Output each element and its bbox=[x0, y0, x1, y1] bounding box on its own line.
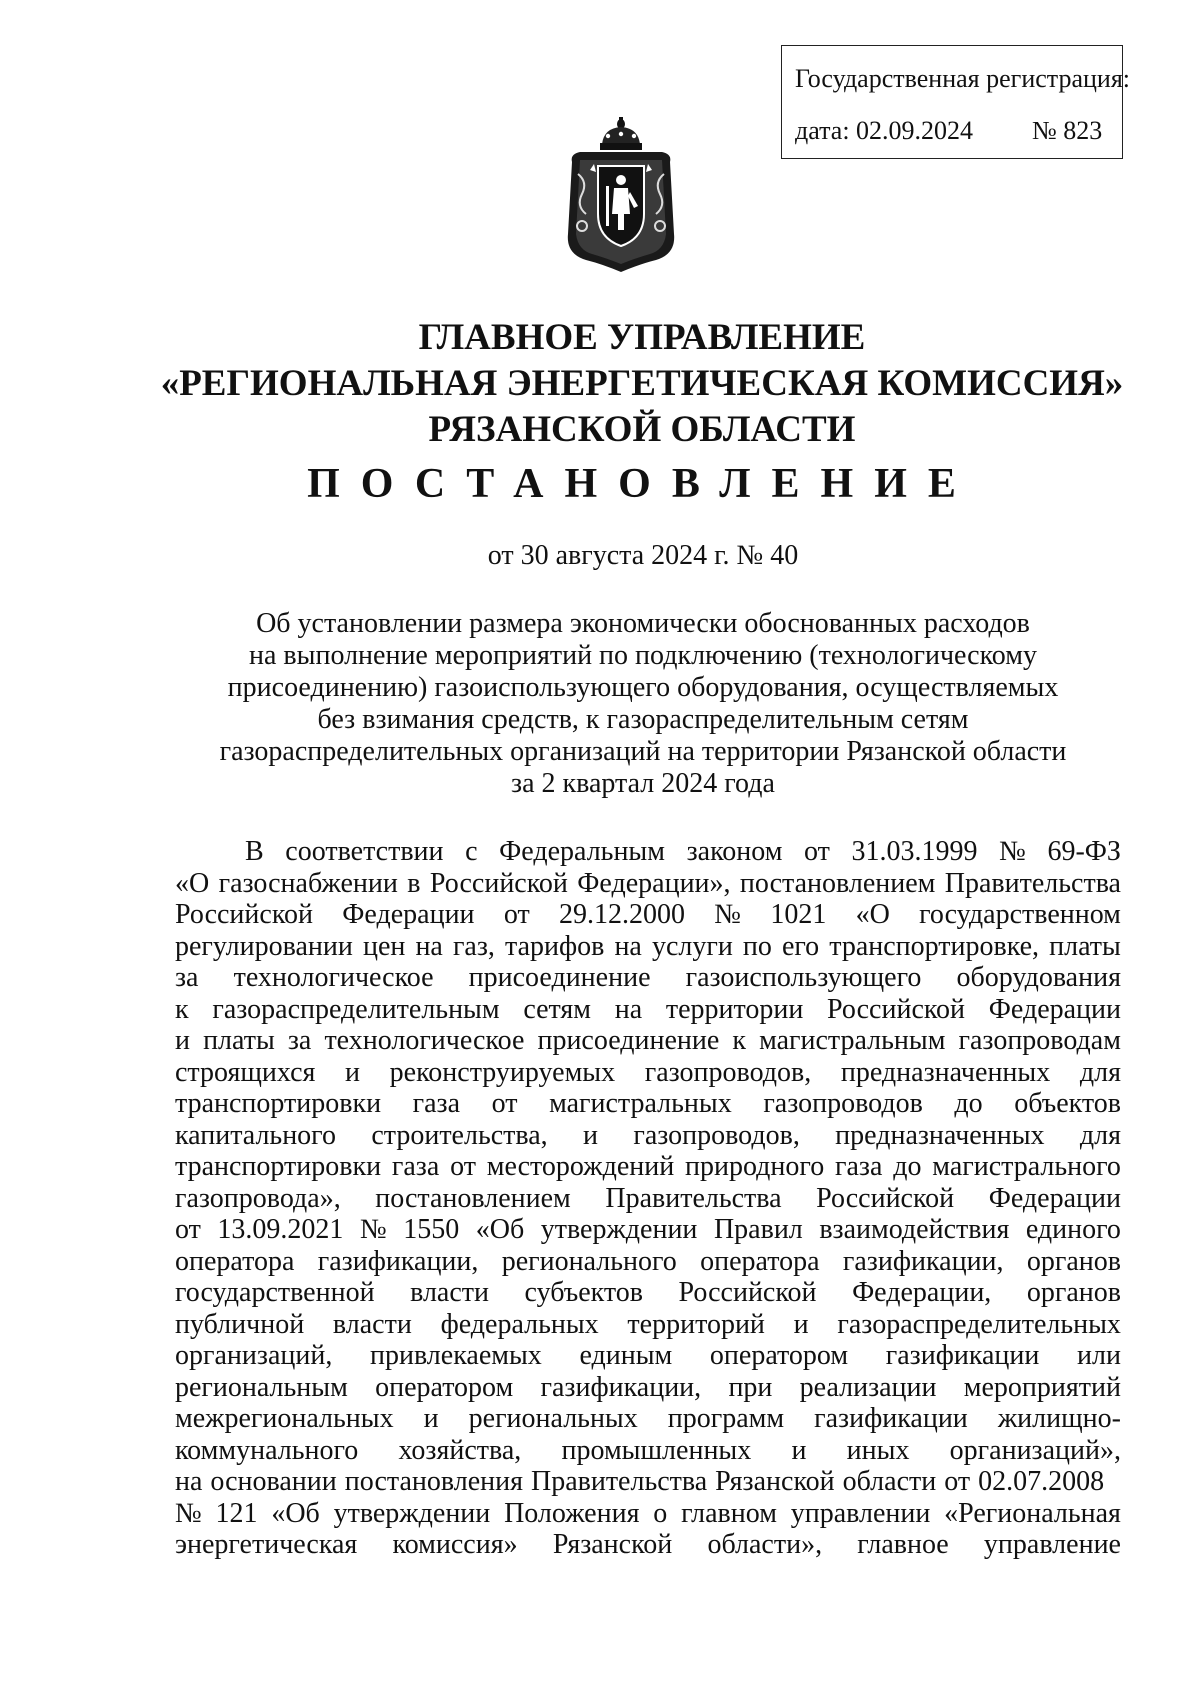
subject-line: Об установлении размера экономически обоснованных расходов bbox=[256, 608, 1030, 639]
org-name-line-1: ГЛАВНОЕ УПРАВЛЕНИЕ bbox=[418, 317, 866, 358]
subject-line: газораспределительных организаций на территории Рязанской области bbox=[219, 736, 1067, 767]
document-type-title: ПОСТАНОВЛЕНИЕ bbox=[307, 461, 977, 507]
body-line: от 13.09.2021 № 1550 «Об утверждении Правил взаимодействия единого bbox=[175, 1214, 1121, 1245]
document-date-number: от 30 августа 2024 г. № 40 bbox=[487, 540, 799, 571]
subject-line: на выполнение мероприятий по подключению (технологическому bbox=[249, 640, 1037, 671]
body-line: коммунального хозяйства, промышленных и иных организаций», bbox=[175, 1434, 1121, 1466]
body-line: на основании постановления Правительства Рязанской области от 02.07.2008 bbox=[175, 1466, 1105, 1497]
subject-line: без взимания средств, к газораспределительным сетям bbox=[317, 704, 969, 735]
body-paragraph bbox=[175, 836, 1121, 1561]
registration-title: Государственная регистрация: bbox=[795, 64, 1131, 93]
body-line: газопровода», постановлением Правительства Российской Федерации bbox=[175, 1182, 1121, 1214]
body-line: регулировании цен на газ, тарифов на услуги по его транспортировке, платы bbox=[175, 930, 1121, 962]
org-name-line-3: РЯЗАНСКОЙ ОБЛАСТИ bbox=[428, 409, 856, 450]
registration-number: № 823 bbox=[1032, 116, 1103, 145]
body-line: транспортировки газа от месторождений природного газа до магистрального bbox=[175, 1151, 1121, 1182]
org-name-line-2: «РЕГИОНАЛЬНАЯ ЭНЕРГЕТИЧЕСКАЯ КОМИССИЯ» bbox=[160, 363, 1124, 404]
body-line: к газораспределительным сетям на территории Российской Федерации bbox=[175, 993, 1121, 1025]
body-line: «О газоснабжении в Российской Федерации», постановлением Правительства bbox=[175, 867, 1121, 899]
registration-date: дата: 02.09.2024 bbox=[795, 116, 974, 145]
body-line: строящихся и реконструируемых газопроводов, предназначенных для bbox=[175, 1056, 1121, 1088]
body-line: за технологическое присоединение газоиспользующего оборудования bbox=[175, 962, 1121, 993]
body-line: капитального строительства, и газопроводов, предназначенных для bbox=[175, 1119, 1121, 1151]
document-subject bbox=[43, 608, 1200, 800]
body-line: Российской Федерации от 29.12.2000 № 1021 «О государственном bbox=[175, 899, 1121, 930]
body-line: энергетическая комиссия» Рязанской области», главное управление bbox=[175, 1529, 1121, 1560]
subject-line: присоединению) газоиспользующего оборудования, осуществляемых bbox=[227, 672, 1059, 703]
coat-of-arms-icon bbox=[560, 114, 682, 274]
body-line: В соответствии с Федеральным законом от 31.03.1999 № 69-ФЗ bbox=[245, 836, 1121, 867]
body-line: организаций, привлекаемых единым оператором газификации или bbox=[175, 1340, 1121, 1371]
body-line: № 121 «Об утверждении Положения о главном управлении «Региональная bbox=[175, 1497, 1121, 1529]
body-line: межрегиональных и региональных программ газификации жилищно- bbox=[175, 1403, 1121, 1434]
body-line: оператора газификации, регионального оператора газификации, органов bbox=[175, 1245, 1121, 1277]
body-line: публичной власти федеральных территорий и газораспределительных bbox=[175, 1308, 1121, 1340]
registration-stamp bbox=[781, 45, 1131, 159]
body-line: транспортировки газа от магистральных газопроводов до объектов bbox=[175, 1088, 1121, 1119]
body-line: и платы за технологическое присоединение к магистральным газопроводам bbox=[175, 1025, 1121, 1056]
body-line: государственной власти субъектов Российской Федерации, органов bbox=[175, 1277, 1121, 1308]
subject-line: за 2 квартал 2024 года bbox=[511, 768, 775, 799]
body-line: региональным оператором газификации, при реализации мероприятий bbox=[175, 1371, 1121, 1403]
